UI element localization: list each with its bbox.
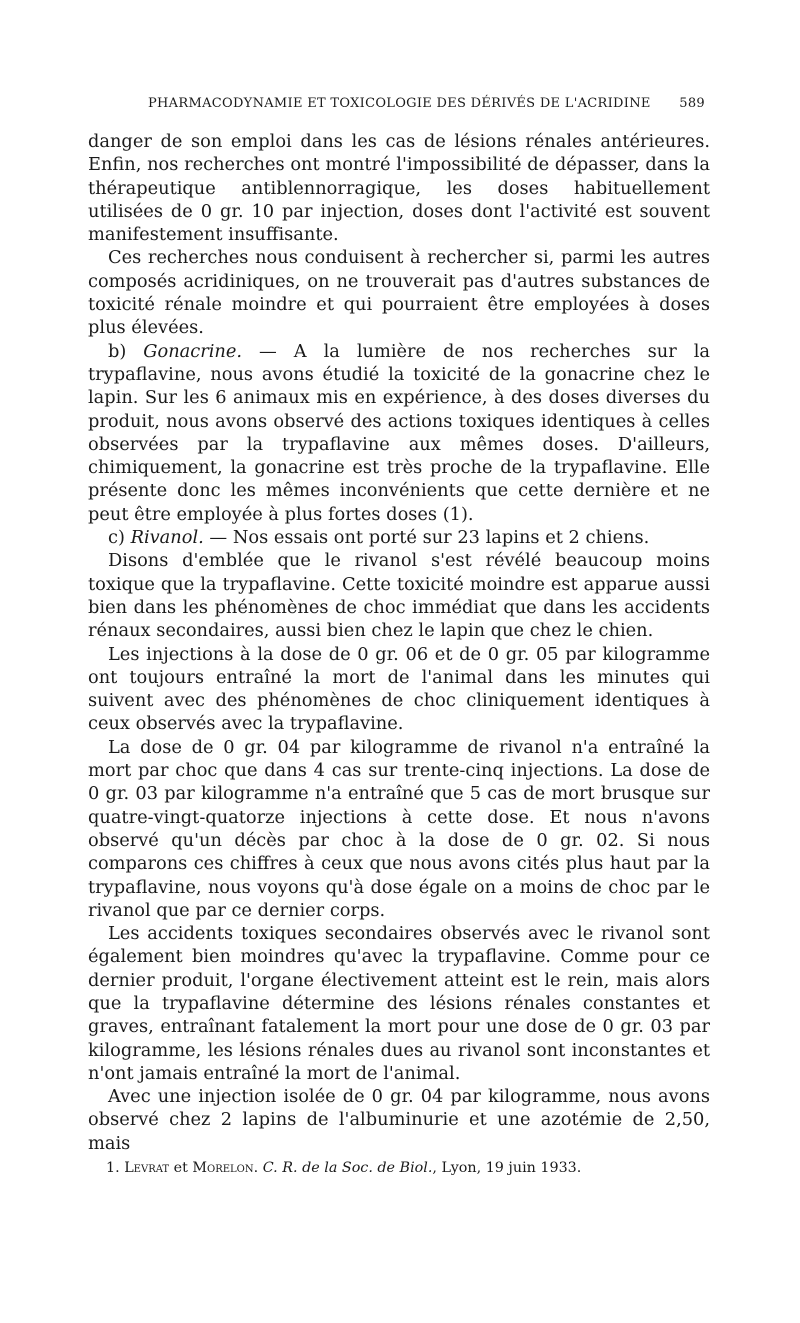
footnote-author: Levrat (124, 1160, 170, 1176)
paragraph: Les injections à la dose de 0 gr. 06 et de 0 gr. 05 par kilogramme ont toujours entraîné la mort de l'animal dans les minutes qui suivent avec des phénomènes de choc cliniquement identiques à ceux observés avec la trypaflavine. (88, 643, 710, 735)
paragraph: Avec une injection isolée de 0 gr. 04 par kilogramme, nous avons observé chez 2 lapins de l'albuminurie et une azotémie de 2,50, mais (88, 1086, 710, 1154)
section-title-rivanol: Rivanol. (130, 527, 204, 549)
paragraph: Les accidents toxiques secondaires observés avec le rivanol sont également bien moindres qu'avec la trypaflavine. Comme pour ce dernier produit, l'organe électivement atteint est le rein, mais alors que la trypaflavine détermine des lésions rénales constantes et graves, entraînant fatalement la mort pour une dose de 0 gr. 03 par kilogramme, les lésions rénales dues au rivanol sont inconstantes et n'ont jamais entraîné la mort de l'animal. (88, 923, 710, 1084)
paragraph: Ces recherches nous conduisent à rechercher si, parmi les autres composés acridiniques, on ne trouverait pas d'autres substances de toxicité rénale moindre et qui pourraient être employées à doses plus élevées. (88, 247, 710, 339)
paragraph: danger de son emploi dans les cas de lésions rénales antérieures. Enfin, nos recherches ont montré l'impossibilité de dépasser, dans la thérapeutique antiblennorragique, les doses habituellement utilisées de 0 gr. 10 par injection, doses dont l'activité est souvent manifestement insuffisante. (88, 131, 710, 246)
footnote-separator: . (253, 1160, 263, 1176)
footnote-author: Morelon (192, 1160, 254, 1176)
body-text (88, 130, 710, 1155)
paragraph-text: — Nos essais ont porté sur 23 lapins et 2 chiens. (203, 527, 650, 549)
paragraph-text: — A la lumière de nos recherches sur la trypaflavine, nous avons étudié la toxicité de la gonacrine chez le lapin. Sur les 6 animaux mis en expérience, à des doses diverses du produit, nous avons observé des actions toxiques identiques à celles observées par la trypaflavine aux mêmes doses. D'ailleurs, chimiquement, la gonacrine est très proche de la trypaflavine. Elle présente donc les mêmes inconvénients que cette dernière et ne peut être employée à plus fortes doses (88, 340, 710, 525)
section-title-gonacrine: Gonacrine. (143, 340, 243, 362)
footnote-reference[interactable]: (1) (442, 503, 468, 525)
running-head (148, 96, 705, 116)
footnote-conjunction: et (169, 1160, 193, 1176)
footnote-citation: , Lyon, 19 juin 1933. (432, 1160, 582, 1176)
section-label: b) (108, 340, 144, 362)
section-label: c) (108, 527, 131, 549)
paragraph: La dose de 0 gr. 04 par kilogramme de rivanol n'a entraîné la mort par choc que dans 4 cas sur trente-cinq injections. La dose de 0 gr. 03 par kilogramme n'a entraîné que 5 cas de mort brusque sur quatre-vingt-quatorze injections à cette dose. Et nous n'avons observé qu'un décès par choc à la dose de 0 gr. 02. Si nous comparons ces chiffres à ceux que nous avons cités plus haut par la trypaflavine, nous voyons qu'à dose égale on a moins de choc par le rivanol que par ce dernier corps. (88, 736, 710, 921)
paragraph-end: . (467, 503, 474, 525)
page-number: 589 (679, 96, 705, 111)
paragraph-gonacrine (88, 340, 710, 526)
running-title: PHARMACODYNAMIE ET TOXICOLOGIE DES DÉRIVÉS DE L'ACRIDINE (148, 96, 651, 111)
paragraph: Disons d'emblée que le rivanol s'est révélé beaucoup moins toxique que la trypaflavine. Cette toxicité moindre est apparue aussi bien dans les phénomènes de choc immédiat que dans les accidents rénaux secondaires, aussi bien chez le lapin que chez le chien. (88, 550, 710, 642)
footnote (106, 1159, 710, 1177)
footnote-number: 1. (106, 1160, 125, 1176)
footnote-journal: C. R. de la Soc. de Biol. (262, 1160, 433, 1176)
paragraph-rivanol (88, 526, 710, 549)
